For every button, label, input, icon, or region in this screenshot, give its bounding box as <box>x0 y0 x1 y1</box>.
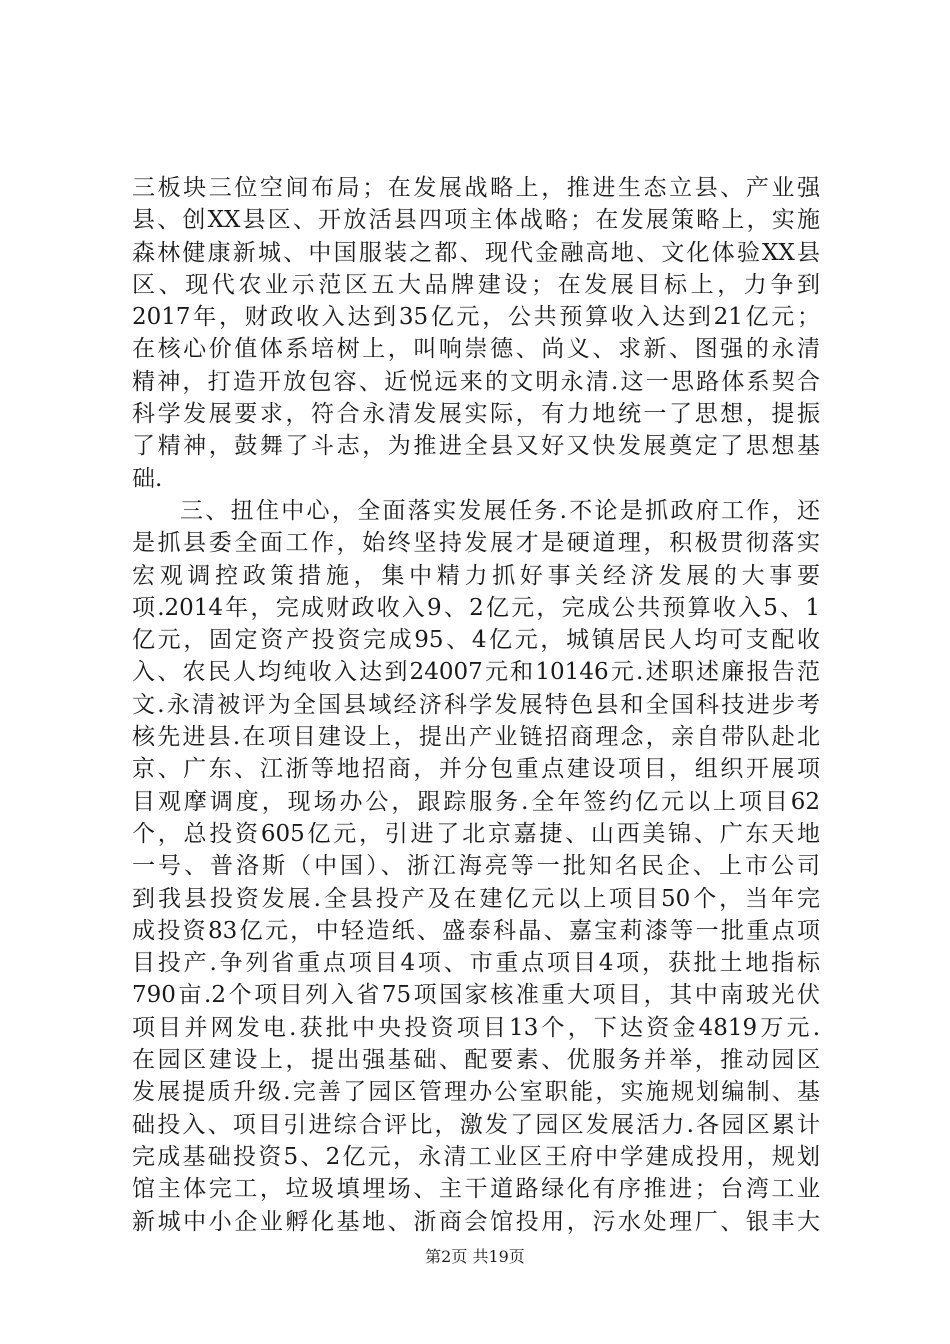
text-line: 京、广东、江浙等地招商，并分包重点建设项目，组织开展项 <box>132 756 820 783</box>
text-line: 础. <box>132 465 163 492</box>
text-line: 个，总投资605亿元，引进了北京嘉捷、山西美锦、广东天地 <box>132 820 820 847</box>
text-line: 项目并网发电.获批中央投资项目13个，下达资金4819万元. <box>132 1014 820 1041</box>
text-line: 三板块三位空间布局；在发展战略上，推进生态立县、产业强 <box>132 175 820 201</box>
text-line: 一号、普洛斯（中国）、浙江海亮等一批知名民企、上市公司 <box>132 853 820 880</box>
text-line: 精神，打造开放包容、近悦远来的文明永清.这一思路体系契合 <box>132 368 820 395</box>
text-line: 宏观调控政策措施，集中精力抓好事关经济发展的大事要 <box>132 562 820 589</box>
text-line: 目观摩调度，现场办公，跟踪服务.全年签约亿元以上项目62 <box>132 788 820 815</box>
text-line: 三、扭住中心，全面落实发展任务.不论是抓政府工作，还 <box>180 497 820 524</box>
text-line: 到我县投资发展.全县投产及在建亿元以上项目50个，当年完 <box>132 885 820 912</box>
text-line: 馆主体完工，垃圾填埋场、主干道路绿化有序推进；台湾工业 <box>132 1176 820 1203</box>
text-line: 在园区建设上，提出强基础、配要素、优服务并举，推动园区 <box>132 1047 820 1074</box>
text-line: 新城中小企业孵化基地、浙商会馆投用，污水处理厂、银丰大 <box>132 1208 820 1235</box>
text-line: 亿元，固定资产投资完成95、4亿元，城镇居民人均可支配收 <box>132 627 820 654</box>
text-line: 成投资83亿元，中轻造纸、盛泰科晶、嘉宝莉漆等一批重点项 <box>132 917 820 944</box>
text-line: 在核心价值体系培树上，叫响崇德、尚义、求新、图强的永清 <box>132 336 820 363</box>
document-body <box>132 172 820 1238</box>
text-line: 项.2014年，完成财政收入9、2亿元，完成公共预算收入5、1 <box>132 594 820 621</box>
text-line: 科学发展要求，符合永清发展实际，有力地统一了思想，提振 <box>132 401 820 428</box>
text-line: 森林健康新城、中国服装之都、现代金融高地、文化体验XX县 <box>132 239 820 266</box>
page-number-footer: 第2页 共19页 <box>425 1247 525 1266</box>
text-line: 文.永清被评为全国县域经济科学发展特色县和全国科技进步考 <box>132 691 820 718</box>
text-line: 发展提质升级.完善了园区管理办公室职能，实施规划编制、基 <box>132 1079 820 1106</box>
text-line: 2017年，财政收入达到35亿元，公共预算收入达到21亿元； <box>132 304 820 331</box>
text-line: 790亩.2个项目列入省75项国家核准重大项目，其中南玻光伏 <box>132 982 820 1009</box>
text-line: 了精神，鼓舞了斗志，为推进全县又好又快发展奠定了思想基 <box>132 433 820 460</box>
text-line: 核先进县.在项目建设上，提出产业链招商理念，亲自带队赴北 <box>132 724 820 751</box>
text-line: 入、农民人均纯收入达到24007元和10146元.述职述廉报告范 <box>132 659 820 686</box>
text-line: 区、现代农业示范区五大品牌建设；在发展目标上，力争到 <box>132 271 820 298</box>
text-line: 础投入、项目引进综合评比，激发了园区发展活力.各园区累计 <box>132 1111 820 1138</box>
text-line: 县、创XX县区、开放活县四项主体战略；在发展策略上，实施 <box>132 207 820 234</box>
text-line: 是抓县委全面工作，始终坚持发展才是硬道理，积极贯彻落实 <box>132 530 820 557</box>
text-line: 目投产.争列省重点项目4项、市重点项目4项，获批土地指标 <box>132 950 820 977</box>
text-line: 完成基础投资5、2亿元，永清工业区王府中学建成投用，规划 <box>132 1143 820 1170</box>
